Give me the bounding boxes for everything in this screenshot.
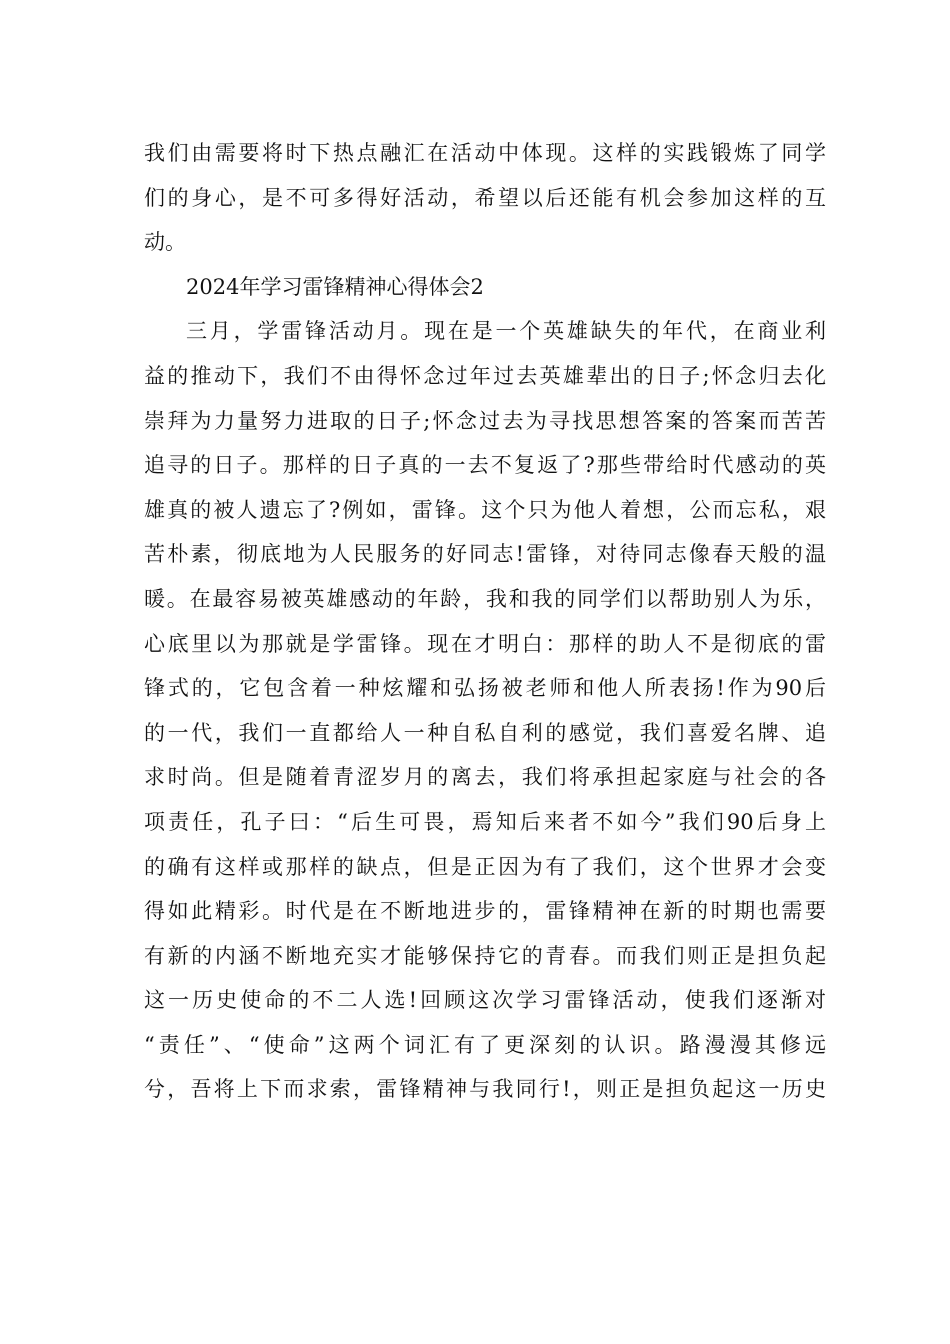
text-line: 益的推动下，我们不由得怀念过年过去英雄辈出的日子;怀念归去化: [144, 363, 826, 388]
text-line: 这一历史使命的不二人选!回顾这次学习雷锋活动，使我们逐渐对: [144, 988, 826, 1013]
text-line: 雄真的被人遗忘了?例如，雷锋。这个只为他人着想，公而忘私，艰: [144, 497, 826, 522]
text-line: 得如此精彩。时代是在不断地进步的，雷锋精神在新的时期也需要: [144, 899, 826, 924]
paragraph-main: [144, 309, 826, 1112]
text-line: 有新的内涵不断地充实才能够保持它的青春。而我们则正是担负起: [144, 943, 826, 968]
text-line: 锋式的，它包含着一种炫耀和弘扬被老师和他人所表扬!作为90后: [144, 676, 826, 701]
section-heading: 2024年学习雷锋精神心得体会2: [186, 274, 484, 299]
document-body: [144, 131, 826, 1112]
text-line: 兮，吾将上下而求索，雷锋精神与我同行!，则正是担负起这一历史: [144, 1077, 826, 1102]
text-line: 三月，学雷锋活动月。现在是一个英雄缺失的年代，在商业利: [186, 319, 826, 344]
text-line: “责任”、“使命”这两个词汇有了更深刻的认识。路漫漫其修远: [144, 1032, 826, 1057]
text-line: 苦朴素，彻底地为人民服务的好同志!雷锋，对待同志像春天般的温: [144, 542, 826, 567]
text-line: 暖。在最容易被英雄感动的年龄，我和我的同学们以帮助别人为乐，: [144, 586, 826, 611]
text-line: 的一代，我们一直都给人一种自私自利的感觉，我们喜爱名牌、追: [144, 720, 826, 745]
text-line: 们的身心，是不可多得好活动，希望以后还能有机会参加这样的互: [144, 185, 826, 210]
text-line: 心底里以为那就是学雷锋。现在才明白：那样的助人不是彻底的雷: [144, 631, 826, 656]
text-line: 的确有这样或那样的缺点，但是正因为有了我们，这个世界才会变: [144, 854, 826, 879]
text-line: 崇拜为力量努力进取的日子;怀念过去为寻找思想答案的答案而苦苦: [144, 408, 826, 433]
text-line: 动。: [144, 230, 186, 255]
text-line: 项责任，孔子曰：“后生可畏，焉知后来者不如今”我们90后身上: [144, 809, 826, 834]
text-line: 求时尚。但是随着青涩岁月的离去，我们将承担起家庭与社会的各: [144, 765, 826, 790]
paragraph-continuation: [144, 131, 826, 265]
text-line: 我们由需要将时下热点融汇在活动中体现。这样的实践锻炼了同学: [144, 141, 826, 165]
text-line: 追寻的日子。那样的日子真的一去不复返了?那些带给时代感动的英: [144, 453, 826, 478]
